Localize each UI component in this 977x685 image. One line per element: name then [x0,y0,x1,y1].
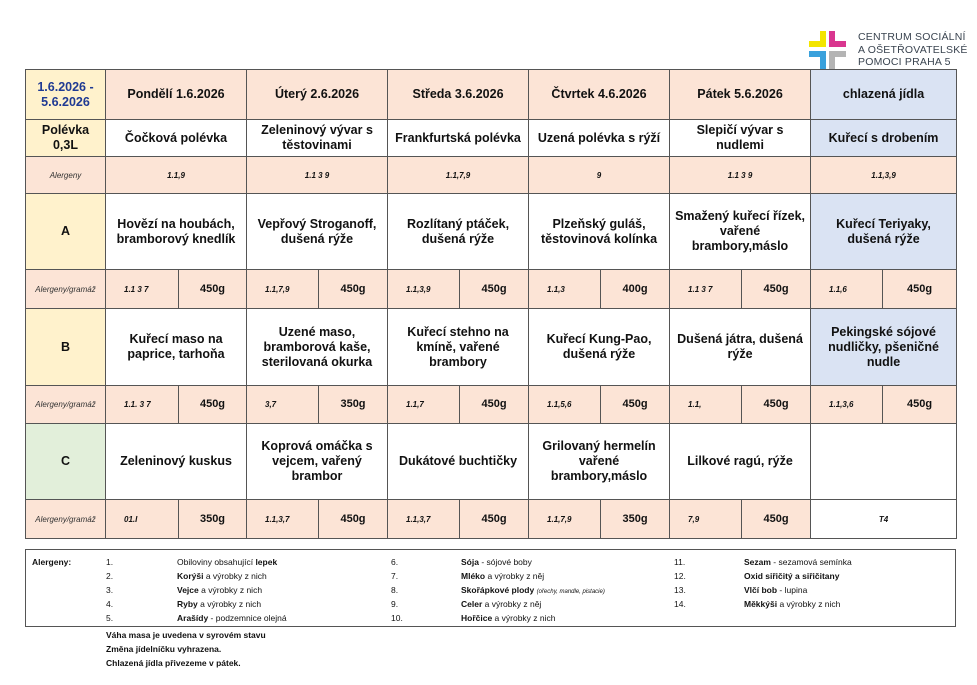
meal-item: Pekingské sójové nudličky, pšeničné nudle [811,309,957,386]
soup-item: Čočková polévka [106,120,247,157]
gramage: 450g [319,500,388,539]
legend-number: 5. [106,613,114,623]
meal-item: Zeleninový kuskus [106,424,247,500]
legend-number: 13. [674,585,686,595]
chilled-header: chlazená jídla [811,70,957,120]
logo-line-2: A OŠETŘOVATELSKÉ [858,43,968,56]
meal-item-empty [811,424,957,500]
meal-allergen-row-b [26,386,957,424]
gramage: 450g [601,386,670,424]
allergen-codes: 1.1,3 [529,270,601,309]
organization-logo [808,30,968,72]
meal-allergen-row-c [26,500,957,539]
allergen-label: Alergeny [26,157,106,194]
allergen-codes: 9 [529,157,670,194]
meal-item: Koprová omáčka s vejcem, vařený brambor [247,424,388,500]
soup-item: Frankfurtská polévka [388,120,529,157]
allergen-codes: 1.1,3,9 [388,270,460,309]
chilled-code: T4 [811,500,957,539]
allergen-legend [25,549,956,627]
allergen-codes: 1.1,7,9 [388,157,529,194]
legend-number: 3. [106,585,114,595]
meal-item: Hovězí na houbách, bramborový knedlík [106,194,247,270]
note-line: Změna jídelníčku vyhrazena. [106,644,222,654]
allergen-codes: 01.I [106,500,179,539]
legend-number: 11. [674,557,686,567]
day-header: Čtvrtek 4.6.2026 [529,70,670,120]
gramage: 450g [179,386,247,424]
gramage: 400g [601,270,670,309]
meal-item: Rozlítaný ptáček, dušená rýže [388,194,529,270]
gramage: 450g [742,386,811,424]
meal-item: Kuřecí Teriyaky, dušená rýže [811,194,957,270]
allergen-codes: 1.1,6 [811,270,883,309]
allergen-codes: 1.1,7,9 [529,500,601,539]
allergen-codes: 1.1,3,7 [247,500,319,539]
allergen-codes: 1.1,7 [388,386,460,424]
note-line: Chlazená jídla přivezeme v pátek. [106,658,241,668]
allergen-codes: 1.1,5,6 [529,386,601,424]
allergen-codes: 1.1, [670,386,742,424]
meal-item: Kuřecí stehno na kmíně, vařené brambory [388,309,529,386]
meal-label: C [26,424,106,500]
allergen-label: Alergeny/gramáž [26,500,106,539]
legend-item: Korýši a výrobky z nich [177,571,267,581]
legend-number: 1. [106,557,114,567]
note-line: Váha masa je uvedena v syrovém stavu [106,630,266,640]
soup-label: Polévka 0,3L [26,120,106,157]
legend-item: Obiloviny obsahující lepek [177,557,278,567]
meal-item: Lilkové ragú, rýže [670,424,811,500]
day-header: Pondělí 1.6.2026 [106,70,247,120]
meal-label: B [26,309,106,386]
meal-row-c [26,424,957,500]
gramage: 450g [319,270,388,309]
allergen-codes: 3,7 [247,386,319,424]
meal-item: Plzeňský guláš, těstovinová kolínka [529,194,670,270]
legend-item: Ryby a výrobky z nich [177,599,262,609]
day-header: Středa 3.6.2026 [388,70,529,120]
gramage: 350g [179,500,247,539]
day-header: Pátek 5.6.2026 [670,70,811,120]
allergen-codes: 1.1 3 9 [670,157,811,194]
allergen-codes: 1.1,3,9 [811,157,957,194]
gramage: 350g [601,500,670,539]
meal-item: Grilovaný hermelín vařené brambory,máslo [529,424,670,500]
header-row [26,70,957,120]
soup-item: Kuřecí s drobením [811,120,957,157]
meal-item: Uzené maso, bramborová kaše, sterilovaná okurka [247,309,388,386]
legend-item: Měkkýši a výrobky z nich [744,599,841,609]
legend-number: 12. [674,571,686,581]
day-header: Úterý 2.6.2026 [247,70,388,120]
legend-number: 9. [391,599,399,609]
legend-item: Sezam - sezamová semínka [744,557,852,567]
weekly-menu-table [25,69,957,539]
allergen-label: Alergeny/gramáž [26,270,106,309]
legend-item: Skořápkové plody (ořechy, mandle, pistacie) [461,585,605,595]
gramage: 450g [883,270,957,309]
allergen-codes: 1.1,9 [106,157,247,194]
allergen-codes: 1.1,7,9 [247,270,319,309]
meal-item: Dušená játra, dušená rýže [670,309,811,386]
allergen-codes: 1.1. 3 7 [106,386,179,424]
allergen-codes: 1.1,3,7 [388,500,460,539]
soup-allergen-row [26,157,957,194]
soup-item: Slepičí vývar s nudlemi [670,120,811,157]
gramage: 450g [742,270,811,309]
legend-number: 8. [391,585,399,595]
allergen-codes: 1.1 3 7 [670,270,742,309]
legend-item: Vejce a výrobky z nich [177,585,263,595]
allergen-codes: 1.1,3,6 [811,386,883,424]
meal-allergen-row-a [26,270,957,309]
legend-item: Celer a výrobky z něj [461,599,542,609]
allergen-codes: 1.1 3 7 [106,270,179,309]
gramage: 450g [460,270,529,309]
meal-item: Kuřecí Kung-Pao, dušená rýže [529,309,670,386]
legend-item: Sója - sójové boby [461,557,532,567]
meal-row-a [26,194,957,270]
meal-label: A [26,194,106,270]
legend-item: Hořčice a výrobky z nich [461,613,556,623]
soup-item: Zeleninový vývar s těstovinami [247,120,388,157]
soup-row [26,120,957,157]
allergen-label: Alergeny/gramáž [26,386,106,424]
gramage: 450g [460,500,529,539]
legend-number: 7. [391,571,399,581]
legend-item: Arašídy - podzemnice olejná [177,613,287,623]
legend-item: Mléko a výrobky z něj [461,571,545,581]
legend-item: Vlčí bob - lupina [744,585,808,595]
logo-line-1: CENTRUM SOCIÁLNÍ [858,31,966,43]
footer-notes [106,628,266,670]
logo-line-3: POMOCI PRAHA 5 [858,56,951,68]
meal-item: Dukátové buchtičky [388,424,529,500]
legend-number: 14. [674,599,686,609]
legend-number: 4. [106,599,114,609]
date-range: 1.6.2026 - 5.6.2026 [26,70,106,120]
legend-title: Alergeny: [32,557,72,567]
gramage: 350g [319,386,388,424]
gramage: 450g [460,386,529,424]
allergen-codes: 7,9 [670,500,742,539]
allergen-codes: 1.1 3 9 [247,157,388,194]
meal-item: Vepřový Stroganoff, dušená rýže [247,194,388,270]
logo-cross-icon [808,30,852,72]
meal-item: Smažený kuřecí řízek, vařené brambory,máslo [670,194,811,270]
legend-number: 6. [391,557,399,567]
gramage: 450g [742,500,811,539]
legend-item: Oxid siřičitý a siřičitany [744,571,840,581]
gramage: 450g [179,270,247,309]
legend-number: 10. [391,613,403,623]
meal-row-b [26,309,957,386]
soup-item: Uzená polévka s rýží [529,120,670,157]
meal-item: Kuřecí maso na paprice, tarhoňa [106,309,247,386]
legend-number: 2. [106,571,114,581]
gramage: 450g [883,386,957,424]
